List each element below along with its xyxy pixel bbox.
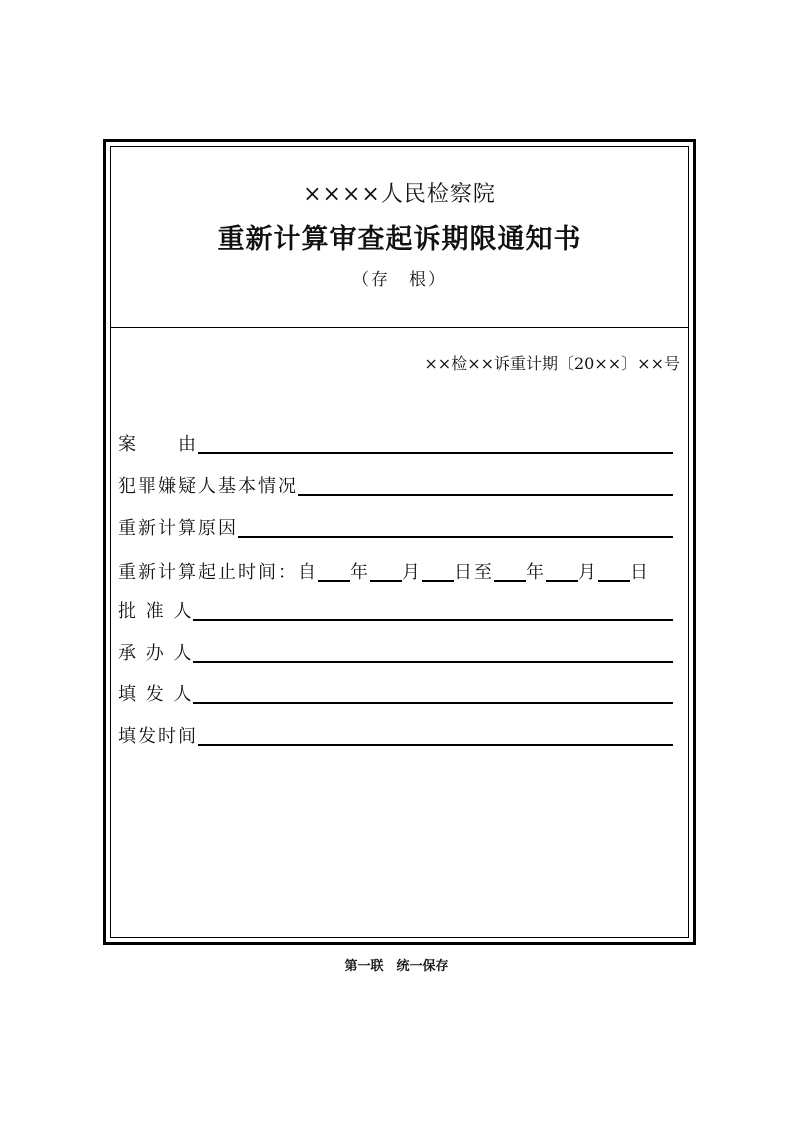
suspect-info-label: 犯罪嫌疑人基本情况 bbox=[118, 476, 298, 497]
case-reason-label: 案 由 bbox=[118, 434, 198, 455]
recalc-reason-blank[interactable] bbox=[238, 518, 673, 538]
issuer-field bbox=[118, 680, 673, 706]
recalc-period-label: 重新计算起止时间： bbox=[118, 562, 298, 583]
end-year-blank[interactable] bbox=[494, 562, 526, 582]
procuratorate-name: ××××人民检察院 bbox=[303, 182, 496, 207]
from-label: 自 bbox=[298, 562, 318, 583]
start-year-label: 年 bbox=[350, 562, 370, 583]
notice-outer-frame bbox=[103, 139, 696, 945]
handler-label: 承 办 人 bbox=[118, 643, 194, 664]
start-month-label: 月 bbox=[402, 562, 422, 583]
notice-inner-frame bbox=[110, 146, 689, 938]
recalc-reason-field bbox=[118, 514, 673, 540]
issue-time-field bbox=[118, 722, 673, 748]
issuer-label: 填 发 人 bbox=[118, 684, 194, 705]
end-month-blank[interactable] bbox=[546, 562, 578, 582]
header-block bbox=[111, 147, 688, 328]
start-day-blank[interactable] bbox=[422, 562, 454, 582]
recalc-period-row bbox=[118, 558, 650, 584]
start-month-blank[interactable] bbox=[370, 562, 402, 582]
issue-time-blank[interactable] bbox=[198, 726, 673, 746]
case-reason-blank[interactable] bbox=[198, 434, 673, 454]
approver-field bbox=[118, 597, 673, 623]
end-day-blank[interactable] bbox=[598, 562, 630, 582]
end-day-label: 日 bbox=[630, 562, 650, 583]
handler-field bbox=[118, 639, 673, 665]
stub-label: （存 根） bbox=[352, 270, 447, 290]
document-title: 重新计算审查起诉期限通知书 bbox=[217, 224, 582, 255]
issue-time-label: 填发时间 bbox=[118, 726, 198, 747]
copy-note-footer: 第一联 统一保存 bbox=[344, 959, 449, 974]
recalc-reason-label: 重新计算原因 bbox=[118, 518, 238, 539]
end-month-label: 月 bbox=[578, 562, 598, 583]
suspect-info-field bbox=[118, 472, 673, 498]
day-to-label: 日至 bbox=[454, 562, 494, 583]
approver-label: 批 准 人 bbox=[118, 601, 194, 622]
issuer-blank[interactable] bbox=[193, 684, 673, 704]
end-year-label: 年 bbox=[526, 562, 546, 583]
handler-blank[interactable] bbox=[193, 643, 673, 663]
approver-blank[interactable] bbox=[193, 601, 673, 621]
start-year-blank[interactable] bbox=[318, 562, 350, 582]
document-number: ××检××诉重计期〔20××〕××号 bbox=[424, 354, 680, 373]
suspect-info-blank[interactable] bbox=[298, 476, 673, 496]
case-reason-field bbox=[118, 430, 673, 456]
